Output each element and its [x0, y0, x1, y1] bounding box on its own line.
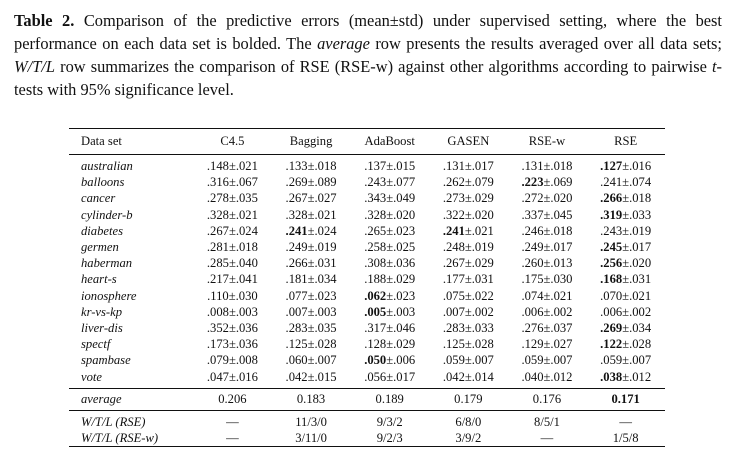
- error-cell: .110±.030: [207, 288, 258, 303]
- error-cell: .131±.017: [442, 159, 494, 173]
- dataset-name: germen: [81, 240, 119, 255]
- error-cell: .266±.031: [285, 256, 337, 271]
- error-cell: .267±.029: [442, 256, 494, 271]
- wtl-cell: —: [508, 430, 587, 447]
- error-cell: .328±.020: [364, 207, 416, 222]
- error-cell: .265±.023: [364, 223, 416, 238]
- average-cell: 0.183: [272, 388, 351, 410]
- table-row: [69, 369, 665, 389]
- column-header-c45: C4.5: [193, 129, 272, 155]
- best-value: .245: [600, 240, 623, 255]
- best-value: .241: [442, 223, 465, 238]
- dataset-name: vote: [81, 369, 102, 384]
- error-cell: .217±.041: [206, 272, 258, 287]
- average-cell: [586, 388, 665, 410]
- wtl-cell: 8/5/1: [534, 414, 560, 429]
- dataset-name: kr-vs-kp: [81, 304, 123, 319]
- error-cell: .127±.016: [600, 159, 652, 173]
- caption-text: row presents the results averaged over all data sets;: [369, 34, 722, 53]
- error-cell: .177±.031: [442, 272, 494, 287]
- error-cell: .352±.036: [206, 321, 258, 336]
- dataset-name: ionosphere: [81, 288, 137, 303]
- caption-text: -tests with 95% significance level.: [14, 57, 722, 99]
- column-header-gasen: GASEN: [429, 129, 508, 155]
- caption-t-word: t: [711, 57, 717, 76]
- error-cell: .269±.034: [600, 321, 652, 336]
- wtl-cell: 11/3/0: [295, 414, 327, 429]
- table-row: [69, 352, 665, 368]
- error-cell: .272±.020: [521, 191, 573, 206]
- average-cell: 0.189: [350, 388, 429, 410]
- error-cell: .060±.007: [285, 353, 337, 368]
- best-value: .050: [364, 353, 387, 368]
- dataset-name: balloons: [81, 175, 125, 190]
- best-value: .127: [600, 159, 623, 173]
- dataset-name: cancer: [81, 191, 116, 206]
- error-cell: .269±.089: [285, 175, 337, 190]
- error-cell: .175±.030: [521, 272, 573, 287]
- column-header-adaboost: AdaBoost: [350, 129, 429, 155]
- wtl-cell: 1/5/8: [586, 430, 665, 447]
- error-cell: .328±.021: [285, 207, 337, 222]
- error-cell: .285±.040: [206, 256, 258, 271]
- wtl-cell: 3/9/2: [429, 430, 508, 447]
- error-cell: .125±.028: [285, 337, 337, 352]
- best-value: .122: [600, 337, 623, 352]
- caption-average-word: average: [317, 34, 370, 53]
- error-cell: .245±.017: [600, 240, 652, 255]
- error-cell: .328±.021: [206, 207, 258, 222]
- dataset-name: spambase: [81, 353, 131, 368]
- table-row: [69, 304, 665, 320]
- dataset-name: heart-s: [81, 272, 117, 287]
- best-value: .005: [364, 304, 387, 319]
- error-cell: .283±.035: [285, 321, 337, 336]
- error-cell: .283±.033: [442, 321, 494, 336]
- dataset-name: australian: [81, 159, 133, 173]
- results-table: [69, 128, 665, 447]
- column-header-bagging: Bagging: [272, 129, 351, 155]
- table-row: [69, 288, 665, 304]
- average-row: [69, 388, 665, 410]
- error-cell: .243±.019: [600, 223, 652, 238]
- dataset-name: spectf: [81, 337, 111, 352]
- error-cell: .266±.018: [600, 191, 652, 206]
- error-cell: .276±.037: [521, 321, 573, 336]
- error-cell: .059±.007: [600, 353, 652, 368]
- table-row: [69, 271, 665, 287]
- average-label: average: [69, 388, 193, 410]
- error-cell: .281±.018: [206, 240, 258, 255]
- error-cell: .077±.023: [285, 288, 337, 303]
- error-cell: .243±.077: [364, 175, 416, 190]
- error-cell: .129±.027: [521, 337, 573, 352]
- best-value: .062: [364, 288, 387, 303]
- error-cell: .248±.019: [442, 240, 494, 255]
- error-cell: .258±.025: [364, 240, 416, 255]
- error-cell: .040±.012: [521, 369, 573, 384]
- error-cell: .059±.007: [442, 353, 494, 368]
- best-value: .266: [600, 191, 623, 206]
- best-value: .319: [600, 207, 623, 222]
- error-cell: .241±.074: [600, 175, 652, 190]
- error-cell: .241±.024: [285, 223, 337, 238]
- error-cell: .223±.069: [521, 175, 573, 190]
- error-cell: .316±.067: [206, 175, 258, 190]
- caption-wtl-word: W/T/L: [14, 57, 55, 76]
- table-row: [69, 320, 665, 336]
- error-cell: .260±.013: [521, 256, 573, 271]
- wtl-row: [69, 430, 665, 447]
- error-cell: .075±.022: [442, 288, 494, 303]
- dataset-name: cylinder-b: [81, 207, 133, 222]
- error-cell: .246±.018: [521, 223, 573, 238]
- error-cell: .241±.021: [442, 223, 494, 238]
- error-cell: .122±.028: [600, 337, 652, 352]
- average-cell: 0.206: [193, 388, 272, 410]
- error-cell: .056±.017: [364, 369, 416, 384]
- error-cell: .262±.079: [442, 175, 494, 190]
- table-row: [69, 190, 665, 206]
- wtl-cell: 3/11/0: [272, 430, 351, 447]
- table-row: [69, 155, 665, 175]
- error-cell: .074±.021: [521, 288, 573, 303]
- table-row: [69, 336, 665, 352]
- error-cell: .317±.046: [364, 321, 416, 336]
- wtl-label: W/T/L (RSE-w): [69, 430, 193, 447]
- error-cell: .308±.036: [364, 256, 416, 271]
- best-value: 0.171: [611, 391, 640, 406]
- error-cell: .133±.018: [285, 159, 337, 173]
- error-cell: .042±.014: [442, 369, 494, 384]
- error-cell: .079±.008: [206, 353, 258, 368]
- error-cell: .188±.029: [364, 272, 416, 287]
- error-cell: .273±.029: [442, 191, 494, 206]
- wtl-cell: —: [619, 414, 632, 429]
- caption-text: Comparison of the predictive errors (mean±std) under supervised setting, where the best performance on each data set is bolded. The: [14, 11, 722, 53]
- table-row: [69, 223, 665, 239]
- caption-text: row summarizes the comparison of RSE (RSE-w) against other algorithms according to pairwise: [55, 57, 712, 76]
- error-cell: .050±.006: [364, 353, 416, 368]
- error-cell: .249±.019: [285, 240, 337, 255]
- error-cell: .322±.020: [442, 207, 494, 222]
- column-header-rse: RSE: [586, 129, 665, 155]
- error-cell: .006±.002: [600, 304, 652, 319]
- error-cell: .249±.017: [521, 240, 573, 255]
- table-caption: [14, 9, 722, 101]
- error-cell: .267±.027: [285, 191, 337, 206]
- column-header-rse-w: RSE-w: [508, 129, 587, 155]
- table-row: [69, 207, 665, 223]
- error-cell: .148±.021: [206, 159, 258, 173]
- error-cell: .070±.021: [600, 288, 652, 303]
- error-cell: .007±.003: [285, 304, 337, 319]
- error-cell: .007±.002: [442, 304, 494, 319]
- wtl-row: [69, 410, 665, 430]
- error-cell: .137±.015: [364, 159, 416, 173]
- error-cell: .128±.029: [364, 337, 416, 352]
- wtl-cell: 9/3/2: [376, 414, 403, 429]
- average-cell: 0.179: [429, 388, 508, 410]
- best-value: .256: [600, 256, 623, 271]
- wtl-cell: 9/2/3: [350, 430, 429, 447]
- error-cell: .059±.007: [521, 353, 573, 368]
- error-cell: .319±.033: [600, 207, 652, 222]
- error-cell: .343±.049: [364, 191, 416, 206]
- error-cell: .131±.018: [521, 159, 573, 173]
- table-row: [69, 239, 665, 255]
- error-cell: .062±.023: [364, 288, 416, 303]
- error-cell: .267±.024: [206, 223, 258, 238]
- error-cell: .008±.003: [206, 304, 258, 319]
- best-value: .168: [600, 272, 623, 287]
- best-value: .241: [285, 223, 308, 238]
- wtl-cell: —: [193, 430, 272, 447]
- average-cell: 0.176: [508, 388, 587, 410]
- best-value: .223: [521, 175, 544, 190]
- wtl-cell: —: [226, 414, 239, 429]
- error-cell: .006±.002: [521, 304, 573, 319]
- caption-label: Table 2.: [14, 11, 75, 30]
- table-row: [69, 255, 665, 271]
- error-cell: .168±.031: [600, 272, 652, 287]
- best-value: .269: [600, 321, 623, 336]
- error-cell: .005±.003: [364, 304, 416, 319]
- best-value: .038: [600, 369, 623, 384]
- error-cell: .047±.016: [206, 369, 258, 384]
- error-cell: .173±.036: [206, 337, 258, 352]
- dataset-name: diabetes: [81, 223, 123, 238]
- error-cell: .181±.034: [285, 272, 337, 287]
- dataset-name: liver-dis: [81, 321, 123, 336]
- error-cell: .038±.012: [600, 369, 652, 384]
- error-cell: .042±.015: [285, 369, 337, 384]
- table-header-row: [69, 129, 665, 155]
- column-header-dataset: Data set: [69, 129, 193, 155]
- table-row: [69, 174, 665, 190]
- wtl-label: W/T/L (RSE): [81, 414, 146, 429]
- error-cell: .256±.020: [600, 256, 652, 271]
- dataset-name: haberman: [81, 256, 133, 271]
- error-cell: .125±.028: [442, 337, 494, 352]
- error-cell: .337±.045: [521, 207, 573, 222]
- wtl-cell: 6/8/0: [455, 414, 482, 429]
- error-cell: .278±.035: [206, 191, 258, 206]
